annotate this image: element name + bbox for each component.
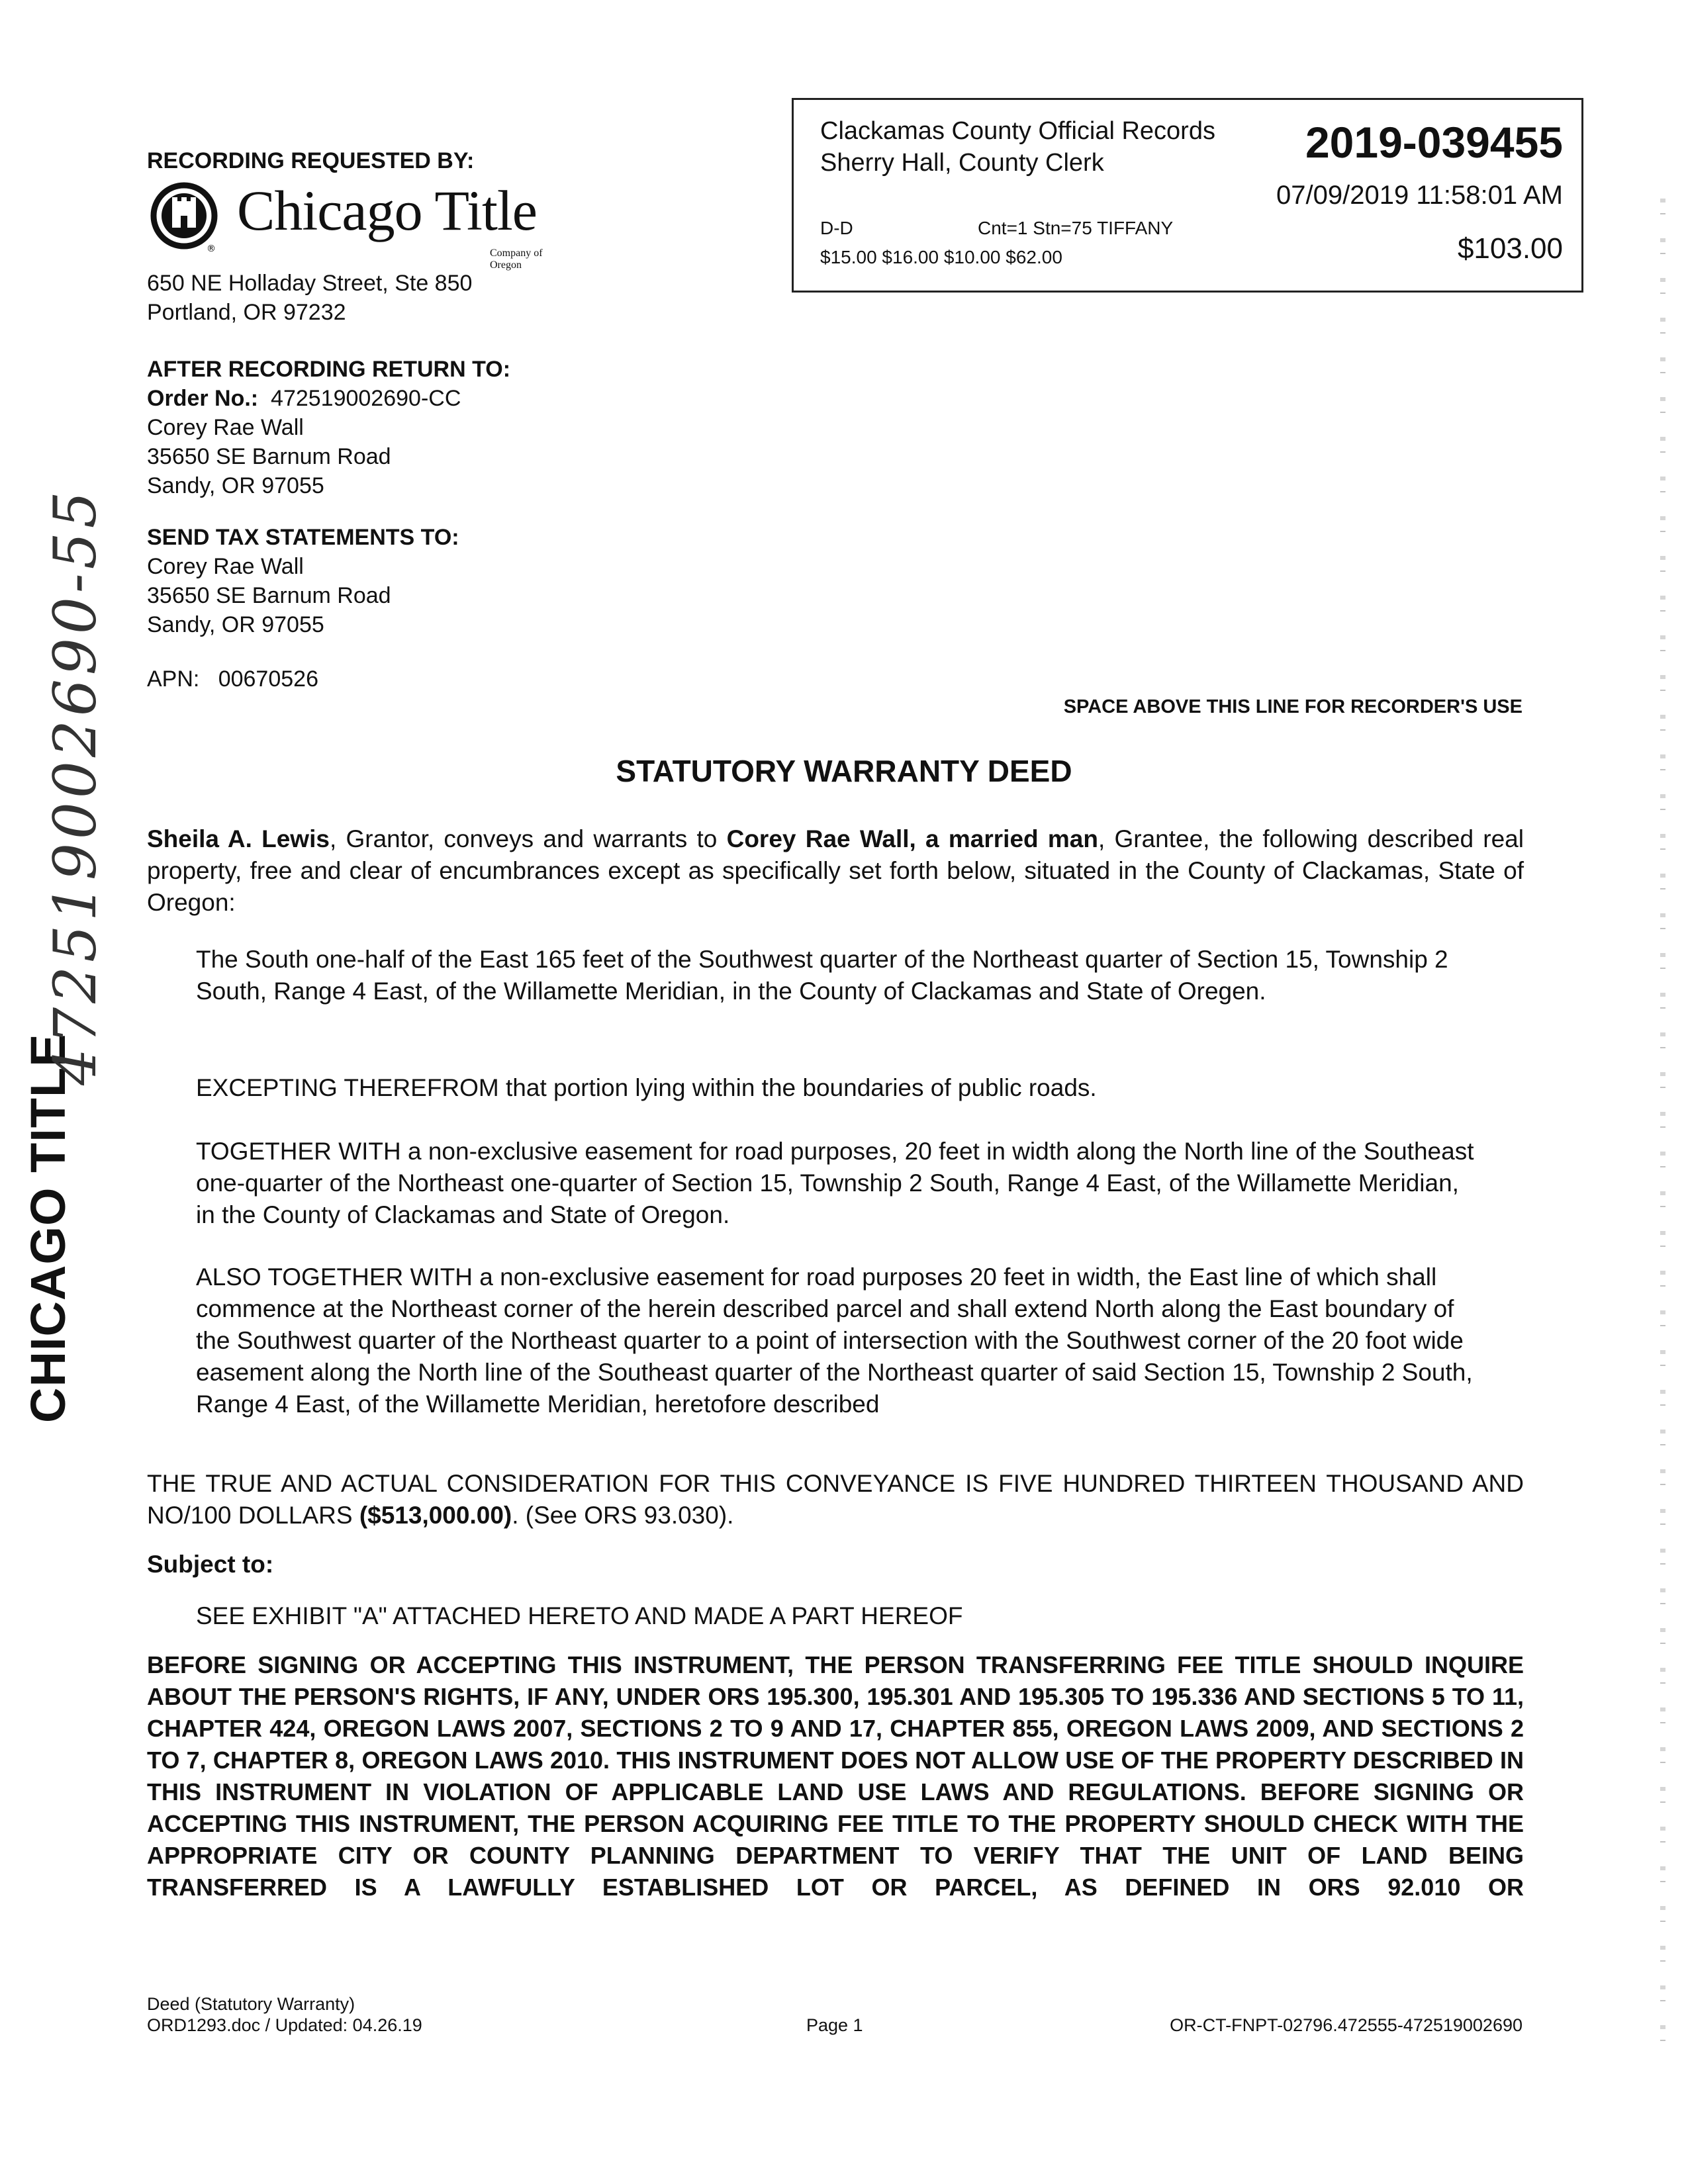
return-to-block bbox=[147, 355, 510, 500]
side-stamp-chicago-title: CHICAGO TITLE bbox=[21, 1033, 75, 1423]
apn-label: APN: bbox=[147, 666, 200, 692]
company-subtitle: Company of Oregon bbox=[490, 248, 543, 271]
apn-value: 00670526 bbox=[218, 666, 318, 692]
subject-to-label: Subject to: bbox=[147, 1551, 274, 1578]
consideration-text-a: THE TRUE AND ACTUAL CONSIDERATION FOR THIS CONVEYANCE IS FIVE HUNDRED THIRTEEN THOUSAND AND NO/100 DOLLARS bbox=[147, 1470, 1524, 1529]
return-city: Sandy, OR 97055 bbox=[147, 473, 324, 498]
grantor-name: Sheila A. Lewis bbox=[147, 825, 330, 852]
form-file: ORD1293.doc / Updated: 04.26.19 bbox=[147, 2015, 422, 2035]
company-address bbox=[147, 269, 472, 327]
stamp-counts: Cnt=1 Stn=75 TIFFANY bbox=[978, 218, 1174, 238]
stamp-office: Clackamas County Official Records bbox=[820, 117, 1215, 145]
conveyance-text-b: , Grantee, the following described real property, free and clear of encumbrances except as specifically set forth below, situated in the County of Clackamas, State of Oregon: bbox=[147, 825, 1524, 916]
recorder-stamp bbox=[792, 98, 1583, 293]
legal-description-3: TOGETHER WITH a non-exclusive easement for road purposes, 20 feet in width along the North line of the Southeast one-quarter of the Northeast one-quarter of Section 15, Township 2 South, Range 4 East, of the Willamette Meridian, in the County of Clackamas and State of Oregon. bbox=[196, 1138, 1474, 1228]
exhibit-line: SEE EXHIBIT "A" ATTACHED HERETO AND MADE A PART HEREOF bbox=[196, 1602, 963, 1629]
recorder-use-line: SPACE ABOVE THIS LINE FOR RECORDER'S USE bbox=[1063, 696, 1523, 717]
tax-street: 35650 SE Barnum Road bbox=[147, 583, 391, 608]
apn-line bbox=[147, 664, 318, 694]
stamp-clerk: Sherry Hall, County Clerk bbox=[820, 149, 1104, 177]
page-number: Page 1 bbox=[806, 2015, 863, 2035]
grantee-name: Corey Rae Wall, a married man bbox=[726, 825, 1098, 852]
handwritten-order-number: 472519002690-55 bbox=[41, 487, 109, 1085]
legal-description-2: EXCEPTING THEREFROM that portion lying within the boundaries of public roads. bbox=[196, 1074, 1097, 1101]
return-name: Corey Rae Wall bbox=[147, 415, 304, 440]
tax-city: Sandy, OR 97055 bbox=[147, 612, 324, 637]
conveyance-text-a: , Grantor, conveys and warrants to bbox=[329, 825, 727, 852]
consideration-amount: ($513,000.00) bbox=[359, 1502, 512, 1529]
after-recording-label: AFTER RECORDING RETURN TO: bbox=[147, 357, 511, 382]
recording-requested-label: RECORDING REQUESTED BY: bbox=[147, 148, 475, 173]
conveyance-paragraph bbox=[147, 823, 1524, 919]
legal-description-4: ALSO TOGETHER WITH a non-exclusive easement for road purposes 20 feet in width, the East line of which shall commence at the Northeast corner of the herein described parcel and shall extend North along the East boundary of the Southwest quarter of the Northeast quarter to a point of intersection with the Southwest corner of the 20 foot wide easement along the North line of the Southeast quarter of the Northeast quarter of said Section 15, Township 2 South, Range 4 East, of the Willamette Meridian, heretofore described bbox=[196, 1263, 1473, 1418]
consideration-text-b: . (See ORS 93.030). bbox=[512, 1502, 734, 1529]
stamp-datetime: 07/09/2019 11:58:01 AM bbox=[1276, 181, 1563, 210]
stamp-total: $103.00 bbox=[1457, 232, 1563, 265]
scan-edge-artifact bbox=[1660, 199, 1665, 2052]
form-name: Deed (Statutory Warranty) bbox=[147, 1994, 355, 2014]
return-street: 35650 SE Barnum Road bbox=[147, 444, 391, 469]
legal-description-1: The South one-half of the East 165 feet of the Southwest quarter of the Northeast quarter of Section 15, Township 2 South, Range 4 East, of the Willamette Meridian, in the County of Clackamas and State of Oregen. bbox=[196, 946, 1448, 1005]
stamp-fees: $15.00 $16.00 $10.00 $62.00 bbox=[820, 247, 1062, 267]
stamp-document-number: 2019-039455 bbox=[1305, 118, 1563, 167]
consideration-paragraph bbox=[147, 1468, 1524, 1531]
order-number-line bbox=[147, 384, 510, 413]
tax-statements-label: SEND TAX STATEMENTS TO: bbox=[147, 525, 459, 550]
company-name: Chicago Title bbox=[237, 179, 537, 242]
stamp-doc-type: D-D bbox=[820, 218, 853, 238]
document-reference: OR-CT-FNPT-02796.472555-472519002690 bbox=[1170, 2015, 1523, 2035]
document-title: STATUTORY WARRANTY DEED bbox=[616, 754, 1072, 788]
form-info bbox=[147, 1993, 422, 2036]
company-address-line-1: 650 NE Holladay Street, Ste 850 bbox=[147, 271, 473, 296]
svg-text:®: ® bbox=[207, 244, 216, 254]
order-number: 472519002690-CC bbox=[271, 386, 461, 411]
order-label: Order No.: bbox=[147, 386, 259, 411]
statutory-notice: BEFORE SIGNING OR ACCEPTING THIS INSTRUMENT, THE PERSON TRANSFERRING FEE TITLE SHOULD INQUIRE ABOUT THE PERSON'S RIGHTS, IF ANY, UNDER ORS 195.300, 195.301 AND 195.305 TO 195.336 AND SECTIONS 5 TO 11, CHAPTER 424, OREGON LAWS 2007, SECTIONS 2 TO 9 AND 17, CHAPTER 855, OREGON LAWS 2009, AND SECTIONS 2 TO 7, CHAPTER 8, OREGON LAWS 2010. THIS INSTRUMENT DOES NOT ALLOW USE OF THE PROPERTY DESCRIBED IN THIS INSTRUMENT IN VIOLATION OF APPLICABLE LAND USE LAWS AND REGULATIONS. BEFORE SIGNING OR ACCEPTING THIS INSTRUMENT, THE PERSON ACQUIRING FEE TITLE TO THE PROPERTY SHOULD CHECK WITH THE APPROPRIATE CITY OR COUNTY PLANNING DEPARTMENT TO VERIFY THAT THE UNIT OF LAND BEING TRANSFERRED IS A LAWFULLY ESTABLISHED LOT OR PARCEL, AS DEFINED IN ORS 92.010 OR bbox=[147, 1651, 1524, 1901]
tax-statements-block bbox=[147, 523, 459, 639]
castle-seal-icon bbox=[147, 181, 226, 254]
chicago-title-logo bbox=[147, 179, 544, 271]
tax-name: Corey Rae Wall bbox=[147, 554, 304, 579]
company-address-line-2: Portland, OR 97232 bbox=[147, 300, 346, 325]
